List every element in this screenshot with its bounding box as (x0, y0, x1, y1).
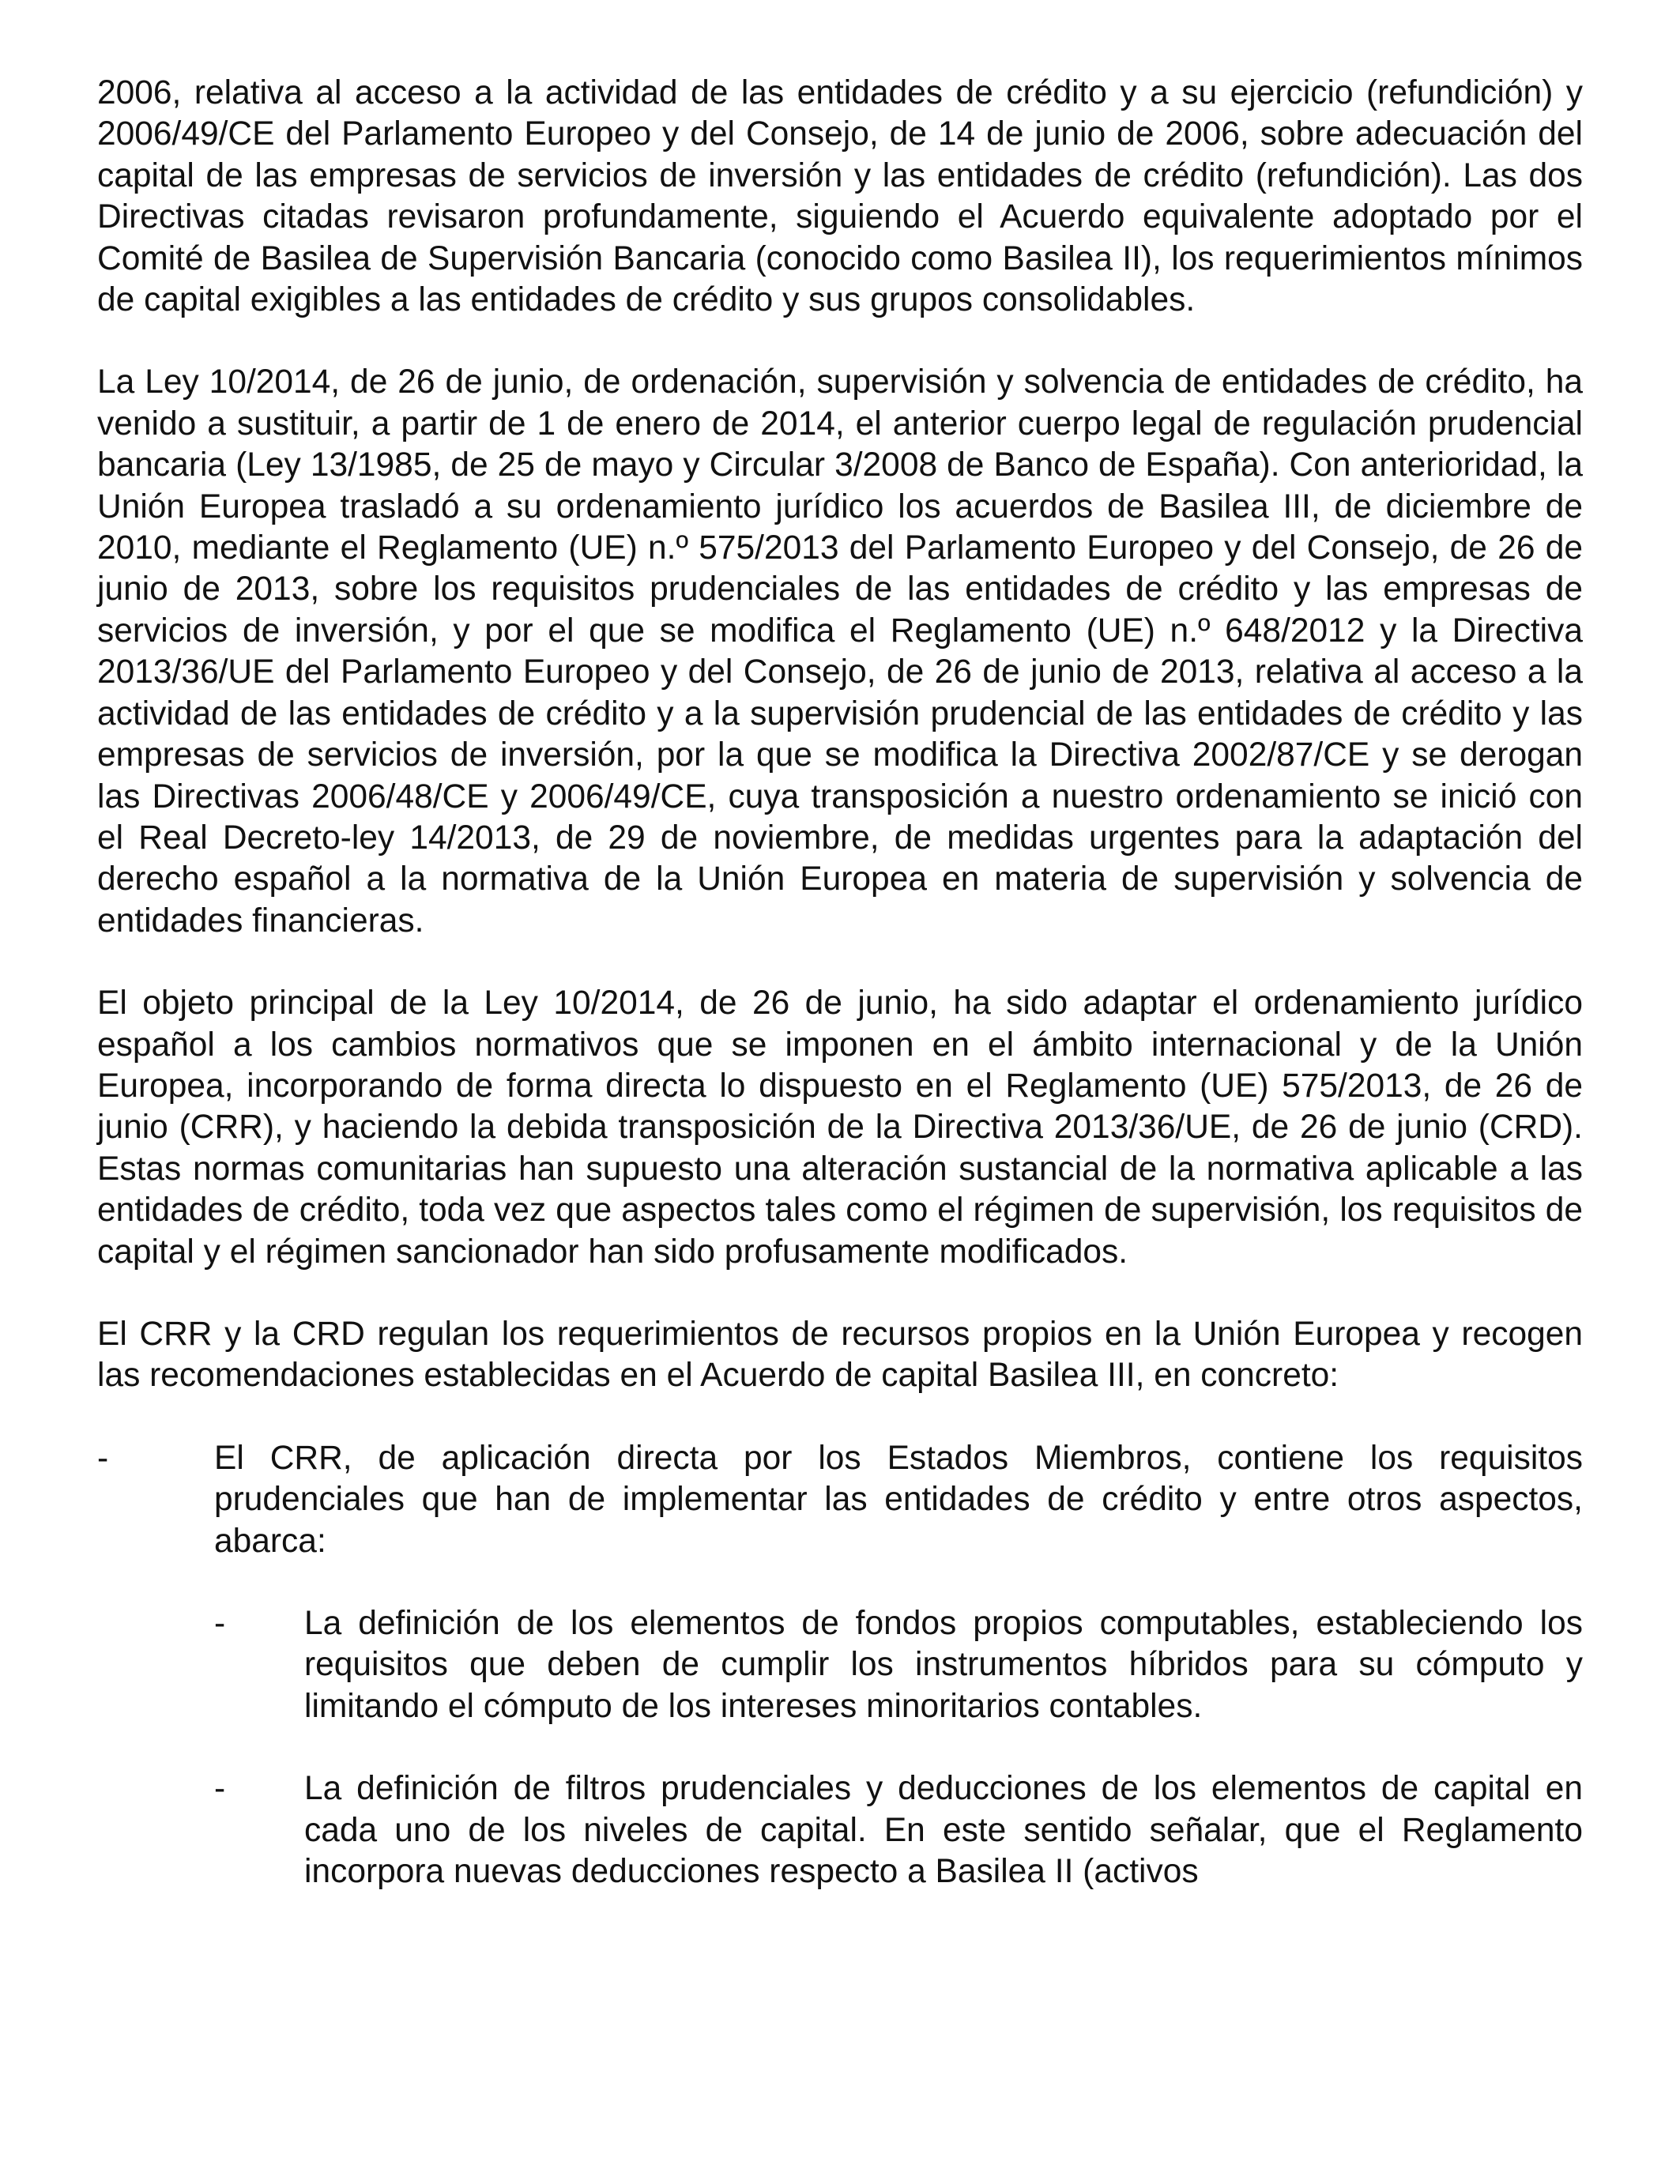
document-page (97, 73, 1583, 1934)
paragraph-3: El objeto principal de la Ley 10/2014, de 26 de junio, ha sido adaptar el ordenamiento jurídico español a los cambios normativos que se imponen en el ámbito internacional y de la Unión Europea, incorporando de forma directa lo dispuesto en el Reglamento (UE) 575/2013, de 26 de junio (CRR), y haciendo la debida transposición de la Directiva 2013/36/UE, de 26 de junio (CRD). Estas normas comunitarias han supuesto una alteración sustancial de la normativa aplicable a las entidades de crédito, toda vez que aspectos tales como el régimen de supervisión, los requisitos de capital y el régimen sancionador han sido profusamente modificados. (97, 985, 1583, 1271)
sublist-item-text: La definición de los elementos de fondos propios computables, estableciendo los requisitos que deben de cumplir los instrumentos híbridos para su cómputo y limitando el cómputo de los intereses minoritarios contables. (304, 1605, 1583, 1725)
list-bullet: - (97, 1439, 109, 1477)
list-item-text: El CRR, de aplicación directa por los Estados Miembros, contiene los requisitos prudenciales que han de implementar las entidades de crédito y entre otros aspectos, abarca: (214, 1439, 1583, 1560)
paragraph-1: 2006, relativa al acceso a la actividad de las entidades de crédito y a su ejercicio (refundición) y 2006/49/CE del Parlamento Europeo y del Consejo, de 14 de junio de 2006, sobre adecuación del capital de las empresas de servicios de inversión y las entidades de crédito (refundición). Las dos Directivas citadas revisaron profundamente, siguiendo el Acuerdo equivalente adoptado por el Comité de Basilea de Supervisión Bancaria (conocido como Basilea II), los requerimientos mínimos de capital exigibles a las entidades de crédito y sus grupos consolidables. (97, 74, 1583, 319)
sublist-item-fondos-propios (97, 1603, 1583, 1727)
sublist-item-filtros-prudenciales (97, 1768, 1583, 1892)
sublist-bullet: - (214, 1770, 226, 1808)
paragraph-2: La Ley 10/2014, de 26 de junio, de ordenación, supervisión y solvencia de entidades de crédito, ha venido a sustituir, a partir de 1 de enero de 2014, el anterior cuerpo legal de regulación prudencial bancaria (Ley 13/1985, de 25 de mayo y Circular 3/2008 de Banco de España). Con anterioridad, la Unión Europea trasladó a su ordenamiento jurídico los acuerdos de Basilea III, de diciembre de 2010, mediante el Reglamento (UE) n.º 575/2013 del Parlamento Europeo y del Consejo, de 26 de junio de 2013, sobre los requisitos prudenciales de las entidades de crédito y las empresas de servicios de inversión, y por el que se modifica el Reglamento (UE) n.º 648/2012 y la Directiva 2013/36/UE del Parlamento Europeo y del Consejo, de 26 de junio de 2013, relativa al acceso a la actividad de las entidades de crédito y a la supervisión prudencial de las entidades de crédito y las empresas de servicios de inversión, por la que se modifica la Directiva 2002/87/CE y se derogan las Directivas 2006/48/CE y 2006/49/CE, cuya transposición a nuestro ordenamiento se inició con el Real Decreto-ley 14/2013, de 29 de noviembre, de medidas urgentes para la adaptación del derecho español a la normativa de la Unión Europea en materia de supervisión y solvencia de entidades financieras. (97, 363, 1583, 939)
sublist-item-text: La definición de filtros prudenciales y deducciones de los elementos de capital en cada uno de los niveles de capital. En este sentido señalar, que el Reglamento incorpora nuevas deducciones respecto a Basilea II (activos (304, 1770, 1583, 1891)
list-item-crr (97, 1438, 1583, 1562)
sublist-bullet: - (214, 1605, 226, 1642)
paragraph-4: El CRR y la CRD regulan los requerimientos de recursos propios en la Unión Europea y recogen las recomendaciones establecidas en el Acuerdo de capital Basilea III, en concreto: (97, 1315, 1583, 1395)
